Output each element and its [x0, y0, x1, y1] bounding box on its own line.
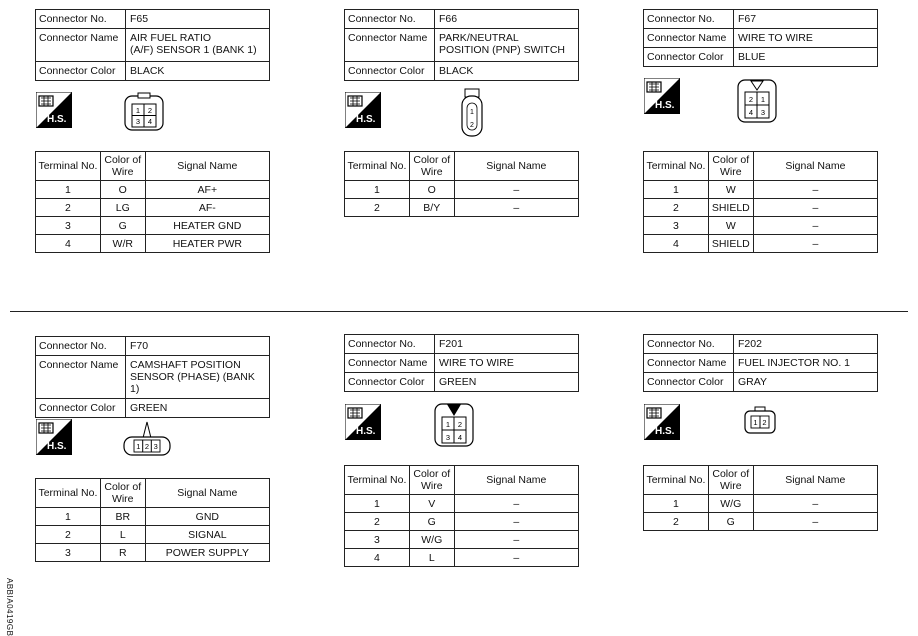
terminal-table-f65 — [35, 151, 270, 253]
terminal-no-header: Terminal No. — [644, 152, 709, 181]
table-row — [345, 495, 579, 513]
terminal-table-f202 — [643, 465, 878, 531]
connector-no-label: Connector No. — [644, 10, 734, 29]
table-row — [644, 199, 878, 217]
connector-name-value: PARK/NEUTRAL POSITION (PNP) SWITCH — [435, 29, 579, 62]
table-row — [345, 549, 579, 567]
connector-face-icon — [460, 88, 484, 138]
connector-name-label: Connector Name — [36, 356, 126, 399]
connector-face-icon — [432, 402, 476, 448]
connector-info-table — [35, 336, 270, 418]
table-cell: O — [409, 181, 454, 199]
table-cell: R — [100, 544, 145, 562]
pin-label: 2 — [147, 106, 153, 115]
signal-name-header: Signal Name — [145, 479, 269, 508]
connector-color-value: GREEN — [126, 399, 270, 418]
pin-label: 2 — [470, 122, 474, 129]
table-row — [36, 526, 270, 544]
table-cell: 1 — [644, 181, 709, 199]
table-cell: V — [409, 495, 454, 513]
pin-label: 2 — [762, 418, 767, 427]
connector-face-icon — [742, 406, 778, 436]
pin-label: 1 — [445, 420, 451, 429]
connector-color-label: Connector Color — [345, 373, 435, 392]
connector-block-f202 — [643, 334, 878, 392]
harness-side-icon — [36, 92, 72, 128]
connector-name-value: WIRE TO WIRE — [734, 29, 878, 48]
table-cell: 2 — [36, 526, 101, 544]
table-cell: – — [454, 181, 578, 199]
table-cell: G — [708, 513, 753, 531]
connector-color-value: BLACK — [126, 62, 270, 81]
table-cell: BR — [100, 508, 145, 526]
table-cell: 1 — [345, 495, 410, 513]
connector-info-table — [643, 9, 878, 67]
harness-side-icon — [345, 92, 381, 128]
table-cell: 2 — [345, 513, 410, 531]
connector-name-label: Connector Name — [345, 29, 435, 62]
signal-name-header: Signal Name — [454, 152, 578, 181]
table-row — [36, 199, 270, 217]
section-divider — [10, 311, 908, 312]
connector-name-label: Connector Name — [644, 29, 734, 48]
connector-name-value: CAMSHAFT POSITION SENSOR (PHASE) (BANK 1) — [126, 356, 270, 399]
table-cell: SIGNAL — [145, 526, 269, 544]
harness-side-icon — [36, 419, 72, 455]
color-of-wire-header: Color of Wire — [100, 479, 145, 508]
terminal-no-header: Terminal No. — [36, 479, 101, 508]
connector-no-label: Connector No. — [644, 335, 734, 354]
table-cell: 3 — [36, 217, 101, 235]
table-cell: 1 — [644, 495, 709, 513]
table-cell: 1 — [36, 508, 101, 526]
connector-color-label: Connector Color — [345, 62, 435, 81]
connector-color-value: BLACK — [435, 62, 579, 81]
connector-no-value: F67 — [734, 10, 878, 29]
table-cell: – — [753, 199, 877, 217]
harness-side-icon — [644, 78, 680, 114]
table-row — [644, 181, 878, 199]
table-cell: 2 — [644, 199, 709, 217]
color-of-wire-header: Color of Wire — [409, 466, 454, 495]
table-cell: 2 — [644, 513, 709, 531]
signal-name-header: Signal Name — [145, 152, 269, 181]
connector-color-value: GRAY — [734, 373, 878, 392]
connector-color-label: Connector Color — [36, 62, 126, 81]
table-cell: 4 — [345, 549, 410, 567]
table-cell: L — [409, 549, 454, 567]
connector-block-f65 — [35, 9, 270, 81]
pin-label: 2 — [748, 95, 754, 104]
pin-label: 4 — [147, 117, 153, 126]
table-cell: G — [100, 217, 145, 235]
connector-no-value: F66 — [435, 10, 579, 29]
figure-code: ABBIA0419GB — [5, 578, 14, 636]
table-cell: W/G — [708, 495, 753, 513]
table-cell: LG — [100, 199, 145, 217]
terminal-table-f201 — [344, 465, 579, 567]
table-row — [36, 235, 270, 253]
table-row — [644, 235, 878, 253]
table-cell: L — [100, 526, 145, 544]
table-cell: W — [708, 217, 753, 235]
connector-block-f70 — [35, 336, 270, 418]
connector-info-table — [643, 334, 878, 392]
connector-block-f66 — [344, 9, 579, 81]
table-row — [345, 531, 579, 549]
signal-name-header: Signal Name — [454, 466, 578, 495]
terminal-table-f70 — [35, 478, 270, 562]
table-cell: W/G — [409, 531, 454, 549]
table-cell: 3 — [644, 217, 709, 235]
table-cell: 2 — [36, 199, 101, 217]
connector-color-label: Connector Color — [644, 373, 734, 392]
color-of-wire-header: Color of Wire — [708, 466, 753, 495]
pin-label: 3 — [760, 108, 766, 117]
connector-no-label: Connector No. — [345, 335, 435, 354]
connector-no-label: Connector No. — [36, 337, 126, 356]
pin-label: 3 — [153, 442, 158, 451]
connector-color-value: BLUE — [734, 48, 878, 67]
table-cell: W — [708, 181, 753, 199]
table-row — [36, 217, 270, 235]
table-cell: W/R — [100, 235, 145, 253]
connector-no-label: Connector No. — [345, 10, 435, 29]
table-cell: – — [753, 217, 877, 235]
table-cell: – — [753, 513, 877, 531]
connector-info-table — [35, 9, 270, 81]
table-cell: 1 — [36, 181, 101, 199]
table-cell: 3 — [345, 531, 410, 549]
connector-face-icon — [122, 92, 166, 132]
table-cell: AF+ — [145, 181, 269, 199]
table-cell: AF- — [145, 199, 269, 217]
pin-label: 1 — [470, 109, 474, 116]
table-row — [36, 508, 270, 526]
color-of-wire-header: Color of Wire — [100, 152, 145, 181]
pin-label: 3 — [445, 433, 451, 442]
table-cell: 3 — [36, 544, 101, 562]
connector-color-label: Connector Color — [644, 48, 734, 67]
table-cell: B/Y — [409, 199, 454, 217]
pin-label: 3 — [135, 117, 141, 126]
connector-face-icon — [735, 78, 779, 124]
pin-label: 1 — [136, 442, 141, 451]
table-cell: 1 — [345, 181, 410, 199]
table-row — [345, 181, 579, 199]
terminal-no-header: Terminal No. — [345, 152, 410, 181]
table-cell: SHIELD — [708, 199, 753, 217]
color-of-wire-header: Color of Wire — [708, 152, 753, 181]
table-cell: GND — [145, 508, 269, 526]
table-cell: G — [409, 513, 454, 531]
table-cell: 4 — [644, 235, 709, 253]
pin-label: 1 — [135, 106, 141, 115]
table-row — [644, 217, 878, 235]
terminal-no-header: Terminal No. — [345, 466, 410, 495]
connector-no-label: Connector No. — [36, 10, 126, 29]
connector-info-table — [344, 9, 579, 81]
table-row — [644, 513, 878, 531]
connector-name-value: WIRE TO WIRE — [435, 354, 579, 373]
table-row — [345, 199, 579, 217]
pin-label: 4 — [457, 433, 463, 442]
connector-name-value: AIR FUEL RATIO (A/F) SENSOR 1 (BANK 1) — [126, 29, 270, 62]
table-cell: HEATER PWR — [145, 235, 269, 253]
pin-label: 2 — [457, 420, 463, 429]
table-cell: – — [454, 549, 578, 567]
connector-no-value: F201 — [435, 335, 579, 354]
signal-name-header: Signal Name — [753, 152, 877, 181]
table-row — [644, 495, 878, 513]
connector-no-value: F70 — [126, 337, 270, 356]
table-row — [36, 544, 270, 562]
table-cell: – — [454, 495, 578, 513]
table-row — [345, 513, 579, 531]
terminal-table-f67 — [643, 151, 878, 253]
connector-block-f67 — [643, 9, 878, 67]
table-cell: – — [454, 199, 578, 217]
table-cell: POWER SUPPLY — [145, 544, 269, 562]
table-row — [36, 181, 270, 199]
table-cell: – — [454, 531, 578, 549]
connector-name-label: Connector Name — [644, 354, 734, 373]
table-cell: HEATER GND — [145, 217, 269, 235]
connector-face-icon — [121, 418, 173, 458]
pin-label: 1 — [760, 95, 766, 104]
connector-name-label: Connector Name — [36, 29, 126, 62]
connector-name-label: Connector Name — [345, 354, 435, 373]
connector-name-value: FUEL INJECTOR NO. 1 — [734, 354, 878, 373]
connector-block-f201 — [344, 334, 579, 392]
connector-info-table — [344, 334, 579, 392]
table-cell: – — [753, 235, 877, 253]
harness-side-icon — [644, 404, 680, 440]
connector-color-label: Connector Color — [36, 399, 126, 418]
pin-label: 1 — [753, 418, 758, 427]
connector-color-value: GREEN — [435, 373, 579, 392]
terminal-table-f66 — [344, 151, 579, 217]
pin-label: 2 — [144, 442, 150, 451]
terminal-no-header: Terminal No. — [644, 466, 709, 495]
harness-side-icon — [345, 404, 381, 440]
table-cell: 4 — [36, 235, 101, 253]
table-cell: O — [100, 181, 145, 199]
terminal-no-header: Terminal No. — [36, 152, 101, 181]
signal-name-header: Signal Name — [753, 466, 877, 495]
connector-no-value: F65 — [126, 10, 270, 29]
table-cell: 2 — [345, 199, 410, 217]
table-cell: – — [753, 495, 877, 513]
color-of-wire-header: Color of Wire — [409, 152, 454, 181]
connector-no-value: F202 — [734, 335, 878, 354]
table-cell: SHIELD — [708, 235, 753, 253]
table-cell: – — [454, 513, 578, 531]
table-cell: – — [753, 181, 877, 199]
pin-label: 4 — [748, 108, 754, 117]
